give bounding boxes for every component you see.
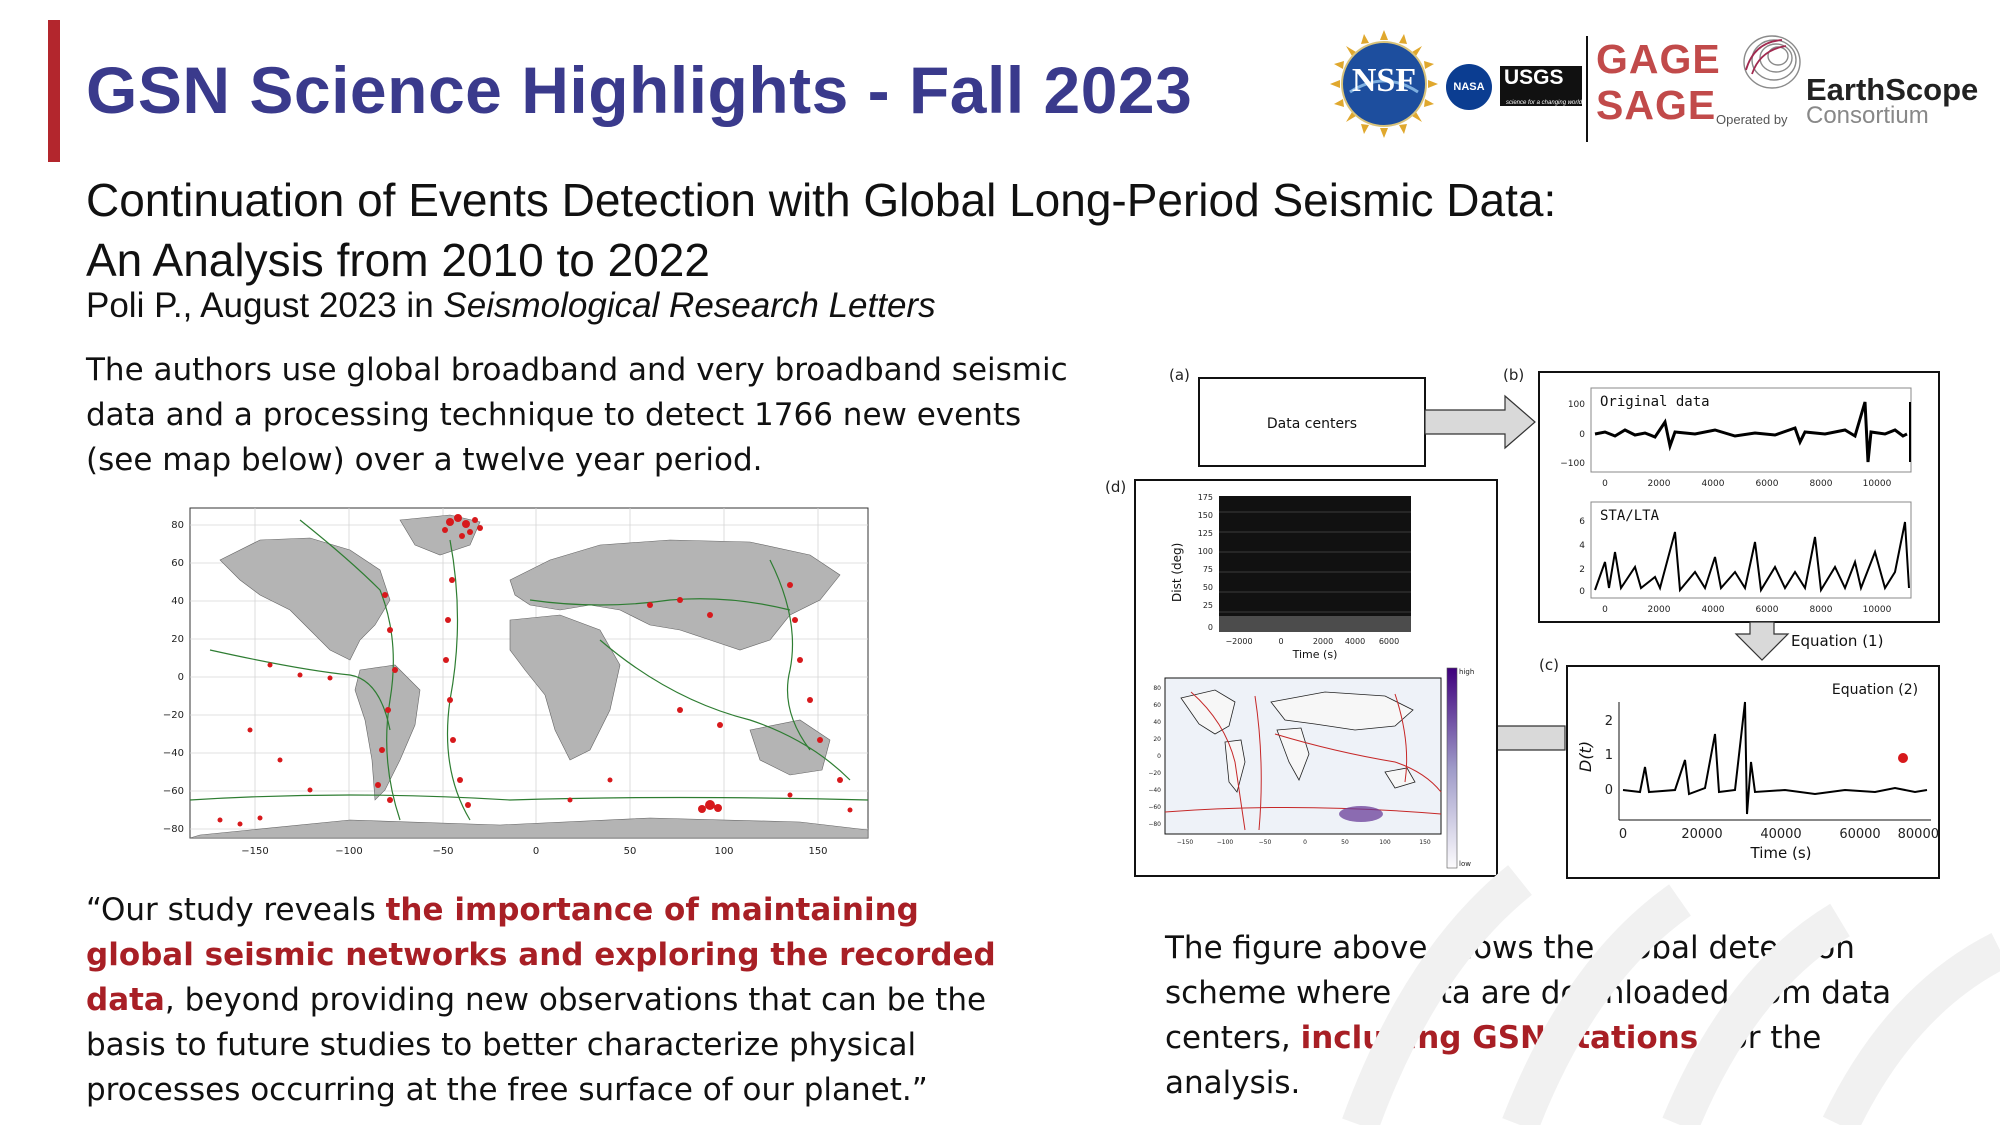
dt-y-tick: 0: [1604, 783, 1613, 798]
usgs-logo: USGS: [1500, 66, 1582, 106]
earthscope-logo-text: EarthScope: [1806, 72, 1979, 107]
small-map-y-tick: −20: [1148, 770, 1161, 777]
c-x-axis-label: Time (s): [1750, 844, 1812, 862]
quote-paragraph: [86, 888, 1036, 1113]
sponsor-logos: [1330, 22, 1990, 147]
paper-title: [86, 170, 1556, 290]
sta-y-tick: 6: [1579, 517, 1585, 527]
slide-title: GSN Science Highlights - Fall 2023: [86, 53, 1193, 127]
orig-y-tick: 0: [1579, 430, 1585, 440]
d-y-tick: 175: [1197, 493, 1213, 502]
small-map-x-tick: 100: [1379, 839, 1391, 846]
arrow-a-to-b: [1425, 396, 1535, 448]
original-data-label: Original data: [1600, 394, 1710, 410]
sta-y-tick: 2: [1579, 565, 1585, 575]
map-x-tick: 0: [532, 846, 540, 857]
map-y-tick: −40: [162, 748, 184, 759]
usgs-tagline: science for a changing world: [1506, 100, 1583, 106]
consortium-logo-text: Consortium: [1806, 102, 1929, 129]
map-y-tick: −80: [162, 824, 184, 835]
equation-2-label: Equation (2): [1831, 682, 1919, 698]
panel-c-label: (c): [1539, 656, 1559, 674]
colorbar: [1447, 668, 1457, 868]
small-map-x-tick: 0: [1303, 839, 1307, 846]
small-map-y-tick: 40: [1153, 719, 1161, 726]
paper-title-line-1: Continuation of Events Detection with Global Long-Period Seismic Data:: [86, 174, 1557, 226]
gage-logo: GAGE: [1596, 36, 1721, 82]
d-x-tick: 0: [1278, 637, 1284, 646]
colorbar-high-label: high: [1459, 668, 1475, 676]
b-x-tick: 2000: [1647, 479, 1671, 489]
background-watermark: [1280, 840, 2000, 1125]
small-map-y-tick: 80: [1153, 685, 1161, 692]
intro-paragraph: The authors use global broadband and very broadband seismic data and a processing technique to detect 1766 new events (see map below) over a twelve year period.: [86, 352, 1068, 478]
paper-citation: [86, 286, 936, 326]
b2-x-tick: 10000: [1862, 605, 1892, 615]
map-y-tick: 60: [171, 558, 184, 569]
small-map-y-tick: 0: [1157, 753, 1161, 760]
b2-x-tick: 6000: [1755, 605, 1779, 615]
dt-y-tick: 1: [1604, 748, 1613, 763]
d-y-tick: 0: [1207, 623, 1213, 632]
quote-highlight: the importance of maintaining global seismic networks and exploring the recorded data: [86, 892, 996, 1018]
small-map-y-tick: −80: [1148, 821, 1161, 828]
earthscope-swirl-icon: [1734, 30, 1804, 100]
small-map-x-tick: −100: [1216, 839, 1234, 846]
quote-open: “Our study reveals: [86, 892, 386, 928]
orig-y-tick: −100: [1560, 459, 1585, 469]
d-y-axis-label: Dist (deg): [1170, 542, 1184, 602]
c-x-tick: 60000: [1839, 827, 1881, 842]
distance-time-plot: [1219, 496, 1411, 632]
detection-hotspot: [1339, 806, 1383, 822]
panel-a-label: (a): [1169, 366, 1190, 384]
c-x-tick: 0: [1618, 827, 1628, 842]
b-x-tick: 4000: [1701, 479, 1725, 489]
b-x-tick: 0: [1602, 479, 1608, 489]
caption-highlight: including GSN stations: [1300, 1020, 1699, 1056]
panel-d-label: (d): [1105, 478, 1127, 496]
dt-axis-label: D(t): [1576, 740, 1595, 772]
map-x-tick: 100: [714, 846, 734, 857]
d-y-tick: 125: [1197, 529, 1213, 538]
d-x-tick: −2000: [1225, 637, 1253, 646]
map-y-tick: −20: [162, 710, 184, 721]
b2-x-tick: 0: [1602, 605, 1608, 615]
c-x-tick: 40000: [1760, 827, 1802, 842]
orig-y-tick: 100: [1567, 400, 1585, 410]
small-map-y-tick: 20: [1153, 736, 1161, 743]
d-x-axis-label: Time (s): [1292, 648, 1338, 661]
map-y-tick: −60: [162, 786, 184, 797]
arrow-b-to-c: [1736, 622, 1788, 660]
citation-authors: Poli P., August 2023 in: [86, 286, 444, 325]
c-x-tick: 80000: [1897, 827, 1939, 842]
small-map-x-tick: −150: [1176, 839, 1194, 846]
b2-x-tick: 8000: [1809, 605, 1833, 615]
small-map-y-tick: −60: [1148, 804, 1161, 811]
d-y-tick: 100: [1197, 547, 1213, 556]
sta-y-tick: 4: [1579, 541, 1585, 551]
citation-journal: Seismological Research Letters: [443, 286, 936, 325]
detection-marker: [1898, 753, 1908, 763]
d-x-tick: 4000: [1344, 637, 1366, 646]
operated-by-label: Operated by: [1716, 112, 1788, 127]
map-x-tick: 50: [623, 846, 637, 857]
map-x-tick: −100: [335, 846, 363, 857]
colorbar-low-label: low: [1459, 860, 1471, 868]
small-map-x-tick: 150: [1419, 839, 1431, 846]
caption-before: The figure above shows the global detection scheme where data are downloaded from data centers,: [1165, 930, 1892, 1056]
b2-x-tick: 2000: [1647, 605, 1671, 615]
map-x-tick: −150: [241, 846, 269, 857]
d-y-tick: 150: [1197, 511, 1213, 520]
equation-1-label: Equation (1): [1791, 632, 1884, 650]
d-y-tick: 75: [1202, 565, 1213, 574]
d-y-tick: 50: [1202, 583, 1213, 592]
map-y-tick: 40: [171, 596, 184, 607]
caption-after: , for the analysis.: [1165, 1020, 1822, 1101]
c-x-tick: 20000: [1681, 827, 1723, 842]
dt-y-tick: 2: [1604, 714, 1613, 729]
d-y-tick: 25: [1202, 601, 1213, 610]
panel-b-label: (b): [1503, 366, 1525, 384]
b2-x-tick: 4000: [1701, 605, 1725, 615]
small-map-y-tick: 60: [1153, 702, 1161, 709]
b-x-tick: 10000: [1862, 479, 1892, 489]
map-x-tick: 150: [808, 846, 828, 857]
sage-logo: SAGE: [1596, 82, 1717, 128]
paper-title-line-2: An Analysis from 2010 to 2022: [86, 234, 710, 286]
data-centers-label: Data centers: [1266, 416, 1358, 432]
sta-lta-label: STA/LTA: [1600, 508, 1660, 524]
world-event-map: [150, 500, 880, 860]
b-x-tick: 8000: [1809, 479, 1833, 489]
nasa-logo: NASA: [1446, 64, 1492, 110]
map-x-tick: −50: [432, 846, 454, 857]
logo-divider: [1586, 36, 1588, 142]
b-x-tick: 6000: [1755, 479, 1779, 489]
small-map-x-tick: 50: [1341, 839, 1349, 846]
nsf-logo-text: NSF: [1351, 62, 1417, 99]
d-x-tick: 2000: [1312, 637, 1334, 646]
accent-bar: [48, 20, 60, 162]
map-y-tick: 20: [171, 634, 184, 645]
detection-scheme-figure: [1095, 362, 1955, 882]
d-x-tick: 6000: [1378, 637, 1400, 646]
map-y-tick: 0: [177, 672, 184, 683]
quote-rest: , beyond providing new observations that can be the basis to future studies to better characterize physical processes occurring at the free surface of our planet.”: [86, 982, 987, 1108]
small-map-y-tick: −40: [1148, 787, 1161, 794]
sta-y-tick: 0: [1579, 587, 1585, 597]
small-map-x-tick: −50: [1258, 839, 1272, 846]
map-y-tick: 80: [171, 520, 184, 531]
